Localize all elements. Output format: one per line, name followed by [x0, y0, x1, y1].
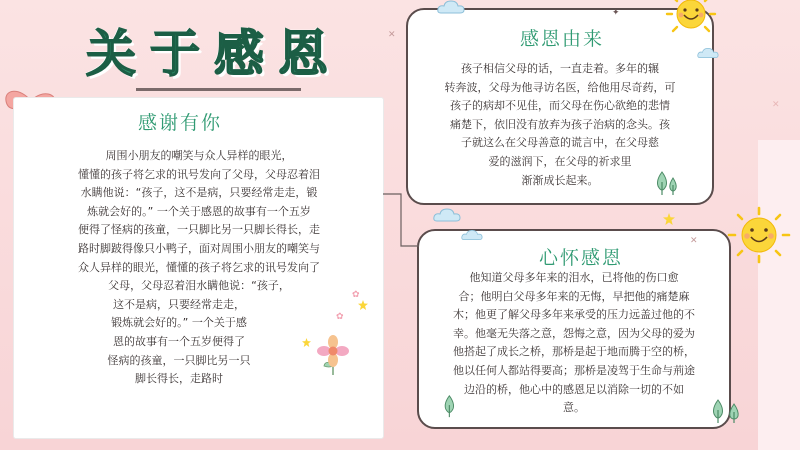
- text-line: 路时脚跛得像只小鸭子，面对周围小朋友的嘲笑与: [78, 241, 320, 255]
- sun-icon: [662, 0, 720, 38]
- text-line: 孩子的病却不见佳，而父母在伤心欲绝的悲情: [450, 99, 670, 113]
- text-line: 炼就会好的。” 一个关于感恩的故事有一个五岁: [87, 204, 311, 218]
- text-line: 幸。他毫无失落之意，怨悔之意，因为父母的爱为: [453, 326, 695, 340]
- sparkle-icon: ✿: [352, 290, 360, 300]
- text-line: 转奔波，父母为他寻访名医，给他用尽奇药，可: [444, 80, 676, 94]
- thanks-card-heading: 感谢有你: [138, 112, 223, 134]
- thanks-card: [14, 98, 383, 438]
- text-line: 子就这么在父母善意的谎言中，在父母慈: [461, 136, 659, 150]
- text-line: 水瞒他说：“孩子，这不是病，只要经常走走，锻: [80, 186, 318, 200]
- sun-icon: [726, 206, 792, 264]
- star-icon: [358, 300, 368, 310]
- tree-icon: [709, 398, 743, 424]
- text-line: 他搭起了成长之桥，那桥是起于地而腾于空的桥，: [453, 345, 695, 359]
- cloud-icon: [436, 0, 466, 16]
- cloud-icon: [696, 46, 720, 60]
- star-icon: [663, 213, 675, 225]
- text-line: 孩子相信父母的话，一直走着。多年的辗: [461, 62, 659, 75]
- title-underline: [136, 88, 301, 91]
- tree-icon: [653, 170, 681, 196]
- sparkle-icon: ✕: [388, 30, 396, 40]
- text-line: 便得了怪病的孩童，一只脚比另一只脚长得长，走: [78, 223, 320, 237]
- sparkle-icon: ✕: [772, 100, 780, 110]
- grateful-card-body: [423, 269, 725, 418]
- text-line: 他以任何人都站得要高；那桥是凌驾于生命与荊途: [453, 363, 695, 377]
- text-line: 这不是病，只要经常走走，: [113, 297, 245, 311]
- text-line: 懂懂的孩子将乞求的讯号发向了父母，父母忍着泪: [78, 167, 320, 181]
- text-line: 边沿的桥，他心中的感恩足以消除一切的不如: [464, 382, 684, 396]
- text-line: 众人异样的眼光，懂懂的孩子将乞求的讯号发向了: [78, 260, 320, 274]
- grateful-card-heading: 心怀感恩: [539, 247, 624, 269]
- origin-card-heading: 感恩由来: [520, 28, 605, 50]
- title-block: [86, 14, 376, 84]
- background-strip: [758, 140, 800, 450]
- text-line: 渐渐成长起来。: [521, 173, 599, 187]
- text-line: 他知道父母多年来的泪水，已将他的伤口愈: [469, 271, 679, 284]
- text-line: 恩的故事有一个五岁便得了: [113, 334, 245, 348]
- flower-icon: [316, 334, 350, 376]
- text-line: 木；他更了解父母多年来承受的压力远盖过他的不: [453, 308, 695, 322]
- text-line: 合；他明白父母多年来的无悔，早把他的痛楚麻: [458, 289, 690, 303]
- text-line: 意。: [563, 401, 585, 415]
- text-line: 怪病的孩童，一只脚比另一只: [107, 353, 251, 367]
- sparkle-icon: ✕: [690, 236, 698, 246]
- text-line: 锻炼就会好的。” 一个关于感: [111, 316, 247, 330]
- text-line: 脚长得长，走路时: [135, 372, 223, 386]
- sparkle-icon: ✿: [336, 312, 344, 322]
- star-icon: [302, 338, 311, 347]
- connector-line: [383, 190, 419, 250]
- text-line: 爱的滋润下，在父母的祈求里: [488, 154, 632, 168]
- text-line: 痛楚下，依旧没有放弃为孩子治病的念头。孩: [450, 117, 670, 131]
- cloud-icon: [460, 228, 484, 242]
- text-line: 父母，父母忍着泪水瞒他说：“孩子，: [108, 279, 290, 293]
- page-title: 关于感恩: [86, 25, 342, 83]
- text-line: 周围小朋友的嘲笑与众人异样的眼光，: [105, 149, 293, 162]
- cloud-icon: [432, 206, 462, 224]
- sparkle-icon: ✦: [612, 8, 620, 18]
- tree-icon: [441, 393, 467, 419]
